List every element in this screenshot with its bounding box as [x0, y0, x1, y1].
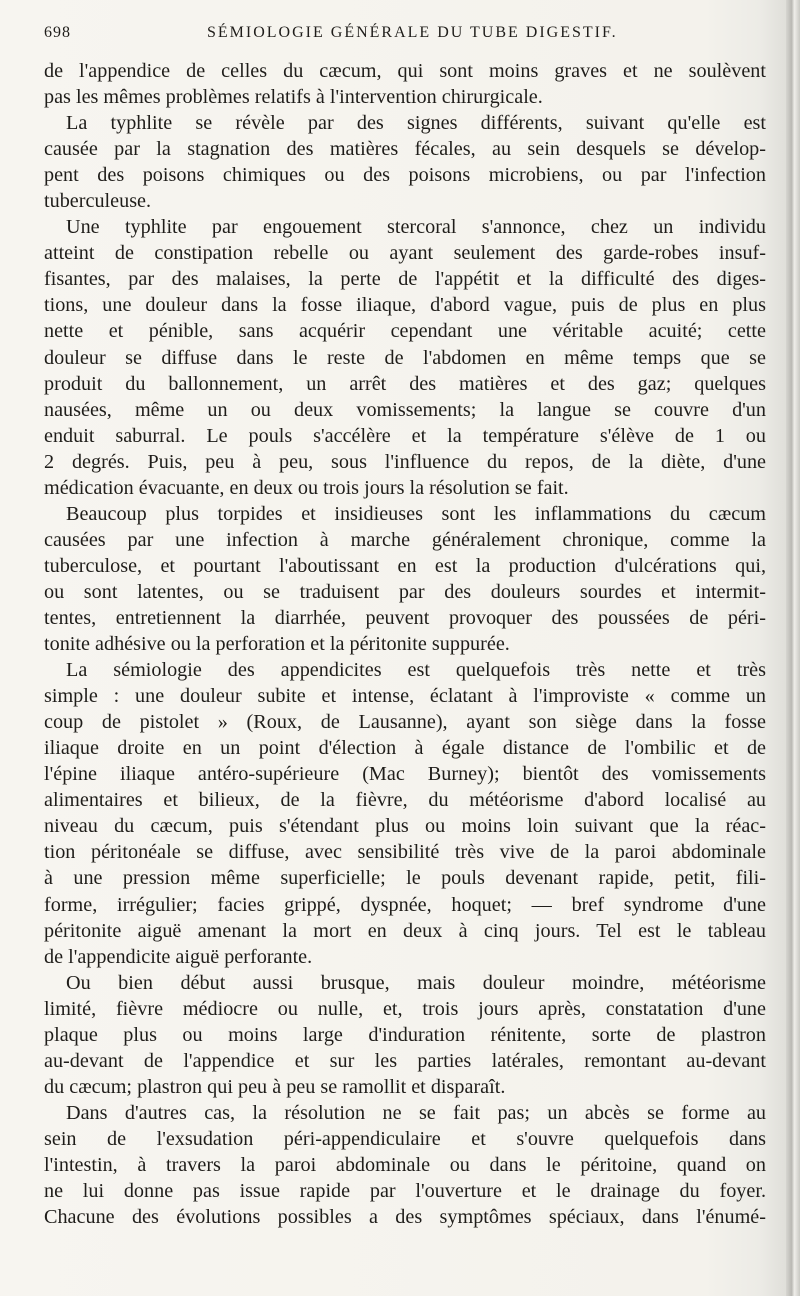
- text-line: alimentaires et bilieux, de la fièvre, du météorisme d'abord localisé au: [44, 789, 766, 812]
- text-line: 2 degrés. Puis, peu à peu, sous l'influence du repos, de la diète, d'une: [44, 450, 766, 473]
- running-head: [44, 24, 764, 48]
- text-line: pas les mêmes problèmes relatifs à l'intervention chirurgicale.: [44, 86, 543, 109]
- text-line: atteint de constipation rebelle ou ayant seulement des garde-robes insuf-: [44, 242, 766, 265]
- text-line: Dans d'autres cas, la résolution ne se fait pas; un abcès se forme au: [66, 1101, 766, 1124]
- text-line: coup de pistolet » (Roux, de Lausanne), ayant son siège dans la fosse: [44, 711, 766, 734]
- text-line: tion péritonéale se diffuse, avec sensibilité très vive de la paroi abdominale: [44, 841, 766, 864]
- text-line: Beaucoup plus torpides et insidieuses sont les inflammations du cæcum: [66, 502, 766, 525]
- text-line: simple : une douleur subite et intense, éclatant à l'improviste « comme un: [44, 685, 766, 708]
- text-line: tonite adhésive ou la perforation et la péritonite suppurée.: [44, 633, 510, 656]
- text-line: l'épine iliaque antéro-supérieure (Mac Burney); bientôt des vomissements: [44, 763, 766, 786]
- text-line: tuberculose, et pourtant l'aboutissant en est la production d'ulcérations qui,: [44, 554, 766, 577]
- body-text: [44, 58, 766, 1230]
- text-line: tentes, entretiennent la diarrhée, peuvent provoquer des poussées de péri-: [44, 606, 766, 629]
- text-line: au-devant de l'appendice et sur les parties latérales, remontant au-devant: [44, 1049, 766, 1072]
- text-line: enduit saburral. Le pouls s'accélère et la température s'élève de 1 ou: [44, 424, 766, 447]
- text-line: l'intestin, à travers la paroi abdominale ou dans le péritoine, quand on: [44, 1153, 766, 1176]
- text-line: de l'appendice de celles du cæcum, qui sont moins graves et ne soulèvent: [44, 60, 766, 82]
- text-line: Une typhlite par engouement stercoral s'annonce, chez un individu: [66, 216, 766, 239]
- text-line: nette et pénible, sans acquérir cependant une véritable acuité; cette: [44, 320, 766, 343]
- text-line: forme, irrégulier; facies grippé, dyspnée, hoquet; — bref syndrome d'une: [44, 893, 766, 916]
- text-line: à une pression même superficielle; le pouls devenant rapide, petit, fili-: [44, 867, 766, 890]
- text-line: limité, fièvre médiocre ou nulle, et, trois jours après, constatation d'une: [44, 997, 766, 1020]
- text-line: niveau du cæcum, puis s'étendant plus ou moins loin suivant que la réac-: [44, 815, 766, 838]
- page-edge: [786, 0, 800, 1296]
- running-head-title: SÉMIOLOGIE GÉNÉRALE DU TUBE DIGESTIF.: [207, 24, 618, 41]
- text-line: tions, une douleur dans la fosse iliaque, d'abord vague, puis de plus en plus: [44, 294, 766, 317]
- text-line: Ou bien début aussi brusque, mais douleur moindre, météorisme: [66, 971, 766, 994]
- text-line: médication évacuante, en deux ou trois jours la résolution se fait.: [44, 476, 569, 499]
- text-line: La typhlite se révèle par des signes différents, suivant qu'elle est: [66, 112, 766, 135]
- text-line: produit du ballonnement, un arrêt des matières et des gaz; quelques: [44, 372, 766, 395]
- text-line: douleur se diffuse dans le reste de l'abdomen en même temps que se: [44, 346, 766, 369]
- text-line: causée par la stagnation des matières fécales, au sein desquels se dévelop-: [44, 138, 766, 161]
- page-number: 698: [44, 24, 71, 41]
- text-line: sein de l'exsudation péri-appendiculaire et s'ouvre quelquefois dans: [44, 1127, 766, 1150]
- text-line: de l'appendicite aiguë perforante.: [44, 945, 313, 968]
- text-line: fisantes, par des malaises, la perte de l'appétit et la difficulté des diges-: [44, 268, 766, 291]
- text-line: ou sont latentes, ou se traduisent par des douleurs sourdes et intermit-: [44, 580, 766, 603]
- text-line: ne lui donne pas issue rapide par l'ouverture et le drainage du foyer.: [44, 1180, 766, 1203]
- text-line: péritonite aiguë amenant la mort en deux à cinq jours. Tel est le tableau: [44, 919, 766, 942]
- text-line: Chacune des évolutions possibles a des symptômes spéciaux, dans l'énumé-: [44, 1206, 766, 1229]
- text-line: causées par une infection à marche généralement chronique, comme la: [44, 528, 766, 551]
- text-line: pent des poisons chimiques ou des poisons microbiens, ou par l'infection: [44, 164, 766, 187]
- text-line: nausées, même un ou deux vomissements; la langue se couvre d'un: [44, 398, 766, 421]
- text-line: iliaque droite en un point d'élection à égale distance de l'ombilic et de: [44, 737, 766, 760]
- text-line: du cæcum; plastron qui peu à peu se ramollit et disparaît.: [44, 1075, 506, 1098]
- text-line: plaque plus ou moins large d'induration rénitente, sorte de plastron: [44, 1023, 766, 1046]
- text-line: tuberculeuse.: [44, 190, 152, 213]
- text-line: La sémiologie des appendicites est quelquefois très nette et très: [66, 659, 766, 682]
